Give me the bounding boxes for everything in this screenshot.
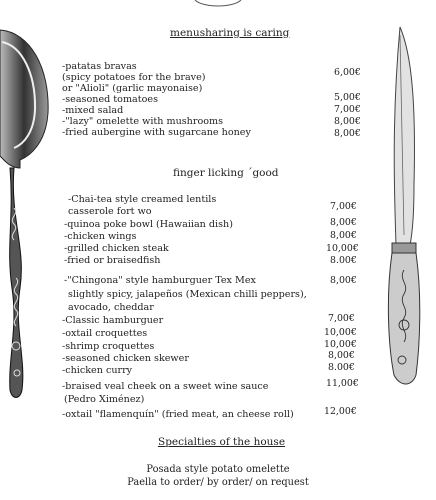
specialty-line: Posada style potato omelette [146, 464, 290, 475]
menu-item-name: -seasoned tomatoes [62, 94, 158, 105]
menu-item-name: -braised veal cheek on a sweet wine sauce [62, 381, 269, 392]
menu-item-price: 10,00€ [326, 243, 359, 254]
menu-item-name: slightly spicy, jalapeños (Mexican chilli peppers), [68, 289, 307, 300]
menu-item-name: casserole fort wo [68, 206, 152, 217]
menu-item-name: or "Alioli" (garlic mayonaise) [62, 83, 203, 94]
section-title-specialties: Specialties of the house [158, 436, 286, 448]
menu-item-name: -oxtail croquettes [62, 328, 148, 339]
menu-item-name: (spicy potatoes for the brave) [62, 72, 206, 83]
menu-item-name: -chicken wings [64, 231, 137, 242]
menu-item-name: -"lazy" omelette with mushrooms [62, 116, 224, 127]
menu-item-price: 8,00€ [330, 275, 357, 286]
menu-item-name: -shrimp croquettes [62, 341, 155, 352]
menu-item-price: 11,00€ [326, 378, 359, 389]
menu-item-price: 5,00€ [334, 92, 361, 103]
section-title-finger-licking: finger licking ´good [173, 167, 279, 179]
menu-item-price: 12,00€ [324, 406, 357, 417]
menu-item-name: -Classic hamburguer [62, 315, 164, 326]
menu-item-name: -quinoa poke bowl (Hawaiian dish) [64, 219, 233, 230]
knife-illustration [372, 25, 432, 385]
menu-item-price: 7,00€ [330, 201, 357, 212]
menu-item-price: 7,00€ [334, 104, 361, 115]
menu-item-name: -seasoned chicken skewer [62, 353, 189, 364]
menu-item-price: 8,00€ [334, 128, 361, 139]
menu-item-name: -fried aubergine with sugarcane honey [62, 127, 251, 138]
menu-item-price: 8,00€ [334, 116, 361, 127]
menu-item-price: 8,00€ [330, 217, 357, 228]
menu-item-price: 8.00€ [328, 362, 355, 373]
menu-item-price: 8,00€ [330, 230, 357, 241]
menu-item-name: -mixed salad [62, 105, 124, 116]
menu-item-name: -"Chingona" style hamburguer Tex Mex [64, 275, 256, 286]
menu-item-name: -fried or braisedfish [64, 255, 161, 266]
menu-item-name: -oxtail "flamenquín" (fried meat, an cheese roll) [62, 409, 294, 420]
menu-item-price: 6,00€ [334, 67, 361, 78]
menu-item-name: avocado, cheddar [68, 302, 154, 313]
section-title-sharing: menusharing is caring [170, 27, 290, 39]
menu-item-name: -grilled chicken steak [64, 243, 169, 254]
menu-item-price: 7,00€ [328, 313, 355, 324]
top-ornament [193, 0, 243, 10]
spoon-illustration [0, 28, 70, 408]
menu-item-price: 10,00€ [324, 327, 357, 338]
menu-item-price: 8,00€ [328, 350, 355, 361]
menu-item-price: 8.00€ [330, 255, 357, 266]
menu-item-price: 10,00€ [324, 339, 357, 350]
menu-item-name: -chicken curry [62, 365, 133, 376]
menu-item-name: -patatas bravas [62, 61, 137, 72]
menu-item-name: (Pedro Ximénez) [64, 394, 145, 405]
specialty-line: Paella to order/ by order/ on request [127, 477, 309, 488]
menu-item-name: -Chai-tea style creamed lentils [68, 194, 217, 205]
